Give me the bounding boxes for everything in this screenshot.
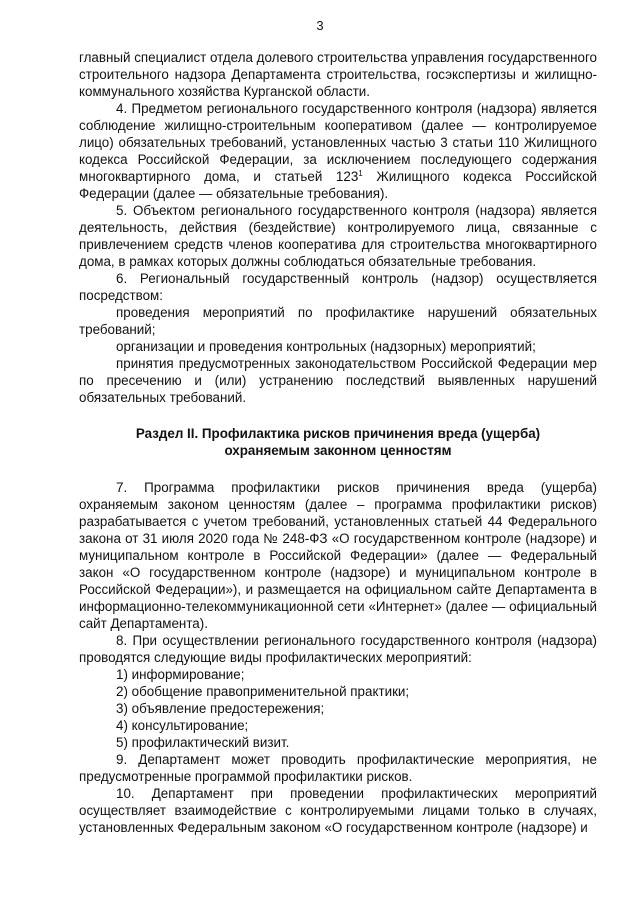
paragraph-6: 6. Региональный государственный контроль (надзор) осуществляется посредством: xyxy=(79,271,597,303)
list-item-4: 4) консультирование; xyxy=(116,718,249,733)
list-item-2: 2) обобщение правоприменительной практики; xyxy=(116,684,410,699)
list-item-1: 1) информирование; xyxy=(116,667,245,682)
paragraph-8: 8. При осуществлении регионального государственного контроля (надзора) проводятся следующие виды профилактических мероприятий: xyxy=(79,633,597,665)
paragraph-9: 9. Департамент может проводить профилактические мероприятия, не предусмотренные программой профилактики рисков. xyxy=(79,752,597,784)
section-heading-line-1: Раздел II. Профилактика рисков причинения вреда (ущерба) xyxy=(135,426,541,441)
paragraph-5: 5. Объектом регионального государственного контроля (надзора) является деятельность, действия (бездействие) контролируемого лица, связанные с привлечением средств членов кооператива для строительства многоквартирного дома, в рамках которых должны соблюдаться обязательные требования. xyxy=(79,203,597,269)
paragraph-4 xyxy=(79,100,597,202)
paragraph-10: 10. Департамент при проведении профилактических мероприятий осуществляет взаимодействие с контролируемыми лицами только в случаях, установленных Федеральным законом «О государственном контроле (надзоре) и xyxy=(79,786,597,835)
paragraph-continuation: главный специалист отдела долевого строительства управления государственного строительного надзора Департамента строительства, госэкспертизы и жилищно-коммунального хозяйства Курганской области. xyxy=(79,50,597,99)
page-number: 3 xyxy=(316,18,324,33)
superscript-1: 1 xyxy=(358,169,363,178)
section-heading xyxy=(79,425,597,459)
document-body xyxy=(79,49,597,836)
paragraph-4-text: 4. Предметом регионального государственного контроля (надзора) является соблюдение жилищно-строительным кооперативом (далее — контролируемое лицо) обязательных требований, установленных частью 3 статьи 110 Жилищного кодекса Российской Федерации, за исключением последующего содержания многоквартирного дома, и статьей 123 xyxy=(79,101,597,184)
section-heading-line-2: охраняемым законном ценностям xyxy=(224,443,452,458)
list-item-control-events: организации и проведения контрольных (надзорных) мероприятий; xyxy=(116,339,536,354)
list-item-measures: принятия предусмотренных законодательством Российской Федерации мер по пресечению и (или) устранению последствий выявленных нарушений обязательных требований. xyxy=(79,356,597,405)
paragraph-7: 7. Программа профилактики рисков причинения вреда (ущерба) охраняемым законом ценностям (далее – программа профилактики рисков) разрабатывается с учетом требований, установленных статьей 44 Федерального закона от 31 июля 2020 года № 248-ФЗ «О государственном контроле (надзоре) и муниципальном контроле в Российской Федерации» (далее — Федеральный закон «О государственном контроле (надзоре) и муниципальном контроле в Российской Федерации»), и размещается на официальном сайте Департамента в информационно-телекоммуникационной сети «Интернет» (далее — официальный сайт Департамента). xyxy=(79,480,597,631)
list-item-prevention: проведения мероприятий по профилактике нарушений обязательных требований; xyxy=(79,305,597,337)
list-item-5: 5) профилактический визит. xyxy=(116,735,290,750)
list-item-3: 3) объявление предостережения; xyxy=(116,701,325,716)
paragraph-4-text-end: Жилищного кодекса Российской Федерации (далее — обязательные требования). xyxy=(79,169,597,201)
